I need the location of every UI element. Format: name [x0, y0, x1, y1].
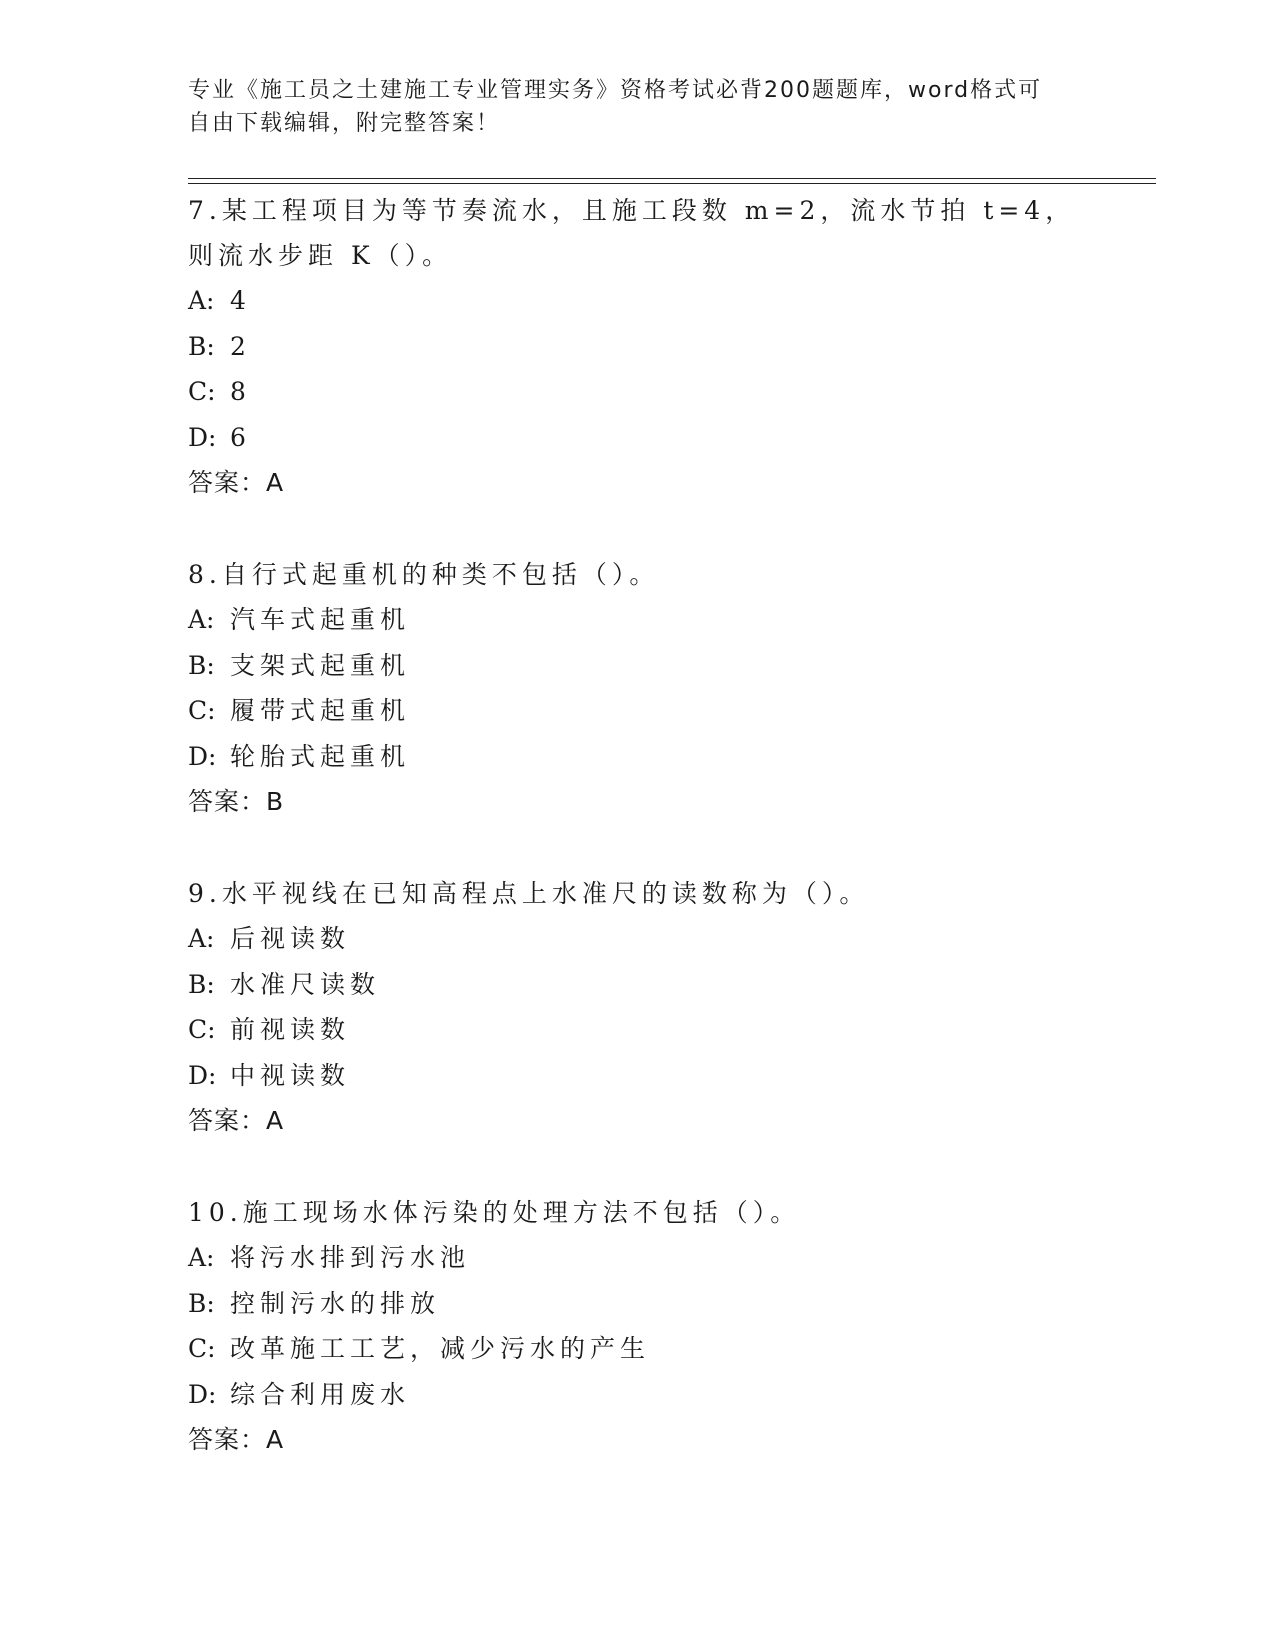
- question-8: [188, 552, 1088, 824]
- option-letter: D:: [188, 1060, 217, 1090]
- option-letter: B:: [188, 1288, 215, 1318]
- question-number: 8.: [188, 560, 222, 589]
- answer-line: 答案：A: [188, 468, 285, 497]
- option-letter: D:: [188, 741, 217, 771]
- question-text: [188, 1190, 1088, 1235]
- option-c: [188, 1326, 1088, 1372]
- question-number: 9.: [188, 879, 222, 908]
- option-letter: B:: [188, 331, 215, 361]
- answer-line: 答案：B: [188, 787, 285, 816]
- option-b: [188, 1281, 1088, 1327]
- option-d: [188, 734, 1088, 780]
- option-letter: C:: [188, 1334, 216, 1363]
- question-10: [188, 1190, 1088, 1462]
- option-text: 将污水排到污水池: [230, 1243, 471, 1272]
- question-list: [188, 188, 1088, 1509]
- option-letter: A:: [188, 924, 215, 953]
- option-c: [188, 369, 1088, 415]
- option-letter: D:: [188, 422, 217, 452]
- header-divider-top: [188, 178, 1156, 179]
- header-divider-bottom: [188, 183, 1156, 184]
- option-a: [188, 1235, 1088, 1281]
- option-letter: A:: [188, 286, 215, 315]
- option-text: 2: [230, 331, 251, 361]
- question-text: [188, 871, 1088, 916]
- option-d: [188, 1053, 1088, 1099]
- option-letter: B:: [188, 969, 215, 999]
- option-letter: D:: [188, 1379, 217, 1409]
- question-number: 10.: [188, 1198, 243, 1227]
- option-letter: C:: [188, 1015, 216, 1044]
- header-line-1: 专业《施工员之土建施工专业管理实务》资格考试必背200题题库，word格式可: [188, 78, 1043, 103]
- option-a: [188, 278, 1088, 324]
- question-7: [188, 188, 1088, 505]
- option-text: 中视读数: [230, 1060, 351, 1090]
- option-text: 汽车式起重机: [230, 605, 411, 634]
- document-header: [188, 74, 1088, 140]
- option-b: [188, 324, 1088, 370]
- question-text: [188, 188, 1088, 278]
- option-letter: A:: [188, 1243, 215, 1272]
- option-c: [188, 1007, 1088, 1053]
- question-stem: 施工现场水体污染的处理方法不包括（）。: [242, 1198, 801, 1227]
- question-9: [188, 871, 1088, 1143]
- question-stem: 某工程项目为等节奏流水，且施工段数 m=2，流水节拍 t=4，则流水步距 K（）。: [188, 196, 1076, 270]
- answer-line: 答案：A: [188, 1425, 285, 1454]
- option-text: 轮胎式起重机: [230, 741, 411, 771]
- option-text: 支架式起重机: [230, 650, 411, 680]
- option-a: [188, 597, 1088, 643]
- question-text: [188, 552, 1088, 597]
- answer-line: 答案：A: [188, 1106, 285, 1135]
- option-text: 前视读数: [230, 1015, 351, 1044]
- header-line-2: 自由下载编辑，附完整答案！: [188, 111, 501, 136]
- option-text: 综合利用废水: [230, 1379, 411, 1409]
- option-text: 控制污水的排放: [230, 1288, 441, 1318]
- option-d: [188, 1372, 1088, 1418]
- option-letter: C:: [188, 377, 216, 406]
- question-number: 7.: [188, 196, 222, 225]
- option-a: [188, 916, 1088, 962]
- question-stem: 自行式起重机的种类不包括（）。: [221, 560, 660, 589]
- option-letter: B:: [188, 650, 215, 680]
- option-text: 8: [230, 377, 251, 406]
- option-b: [188, 643, 1088, 689]
- option-c: [188, 688, 1088, 734]
- question-stem: 水平视线在已知高程点上水准尺的读数称为（）。: [221, 879, 870, 908]
- option-text: 水准尺读数: [230, 969, 381, 999]
- option-text: 后视读数: [230, 924, 351, 953]
- option-d: [188, 415, 1088, 461]
- option-letter: A:: [188, 605, 215, 634]
- option-letter: C:: [188, 696, 216, 725]
- option-text: 6: [230, 422, 251, 452]
- option-b: [188, 962, 1088, 1008]
- option-text: 4: [230, 286, 251, 315]
- option-text: 履带式起重机: [230, 696, 411, 725]
- option-text: 改革施工工艺，减少污水的产生: [230, 1334, 651, 1363]
